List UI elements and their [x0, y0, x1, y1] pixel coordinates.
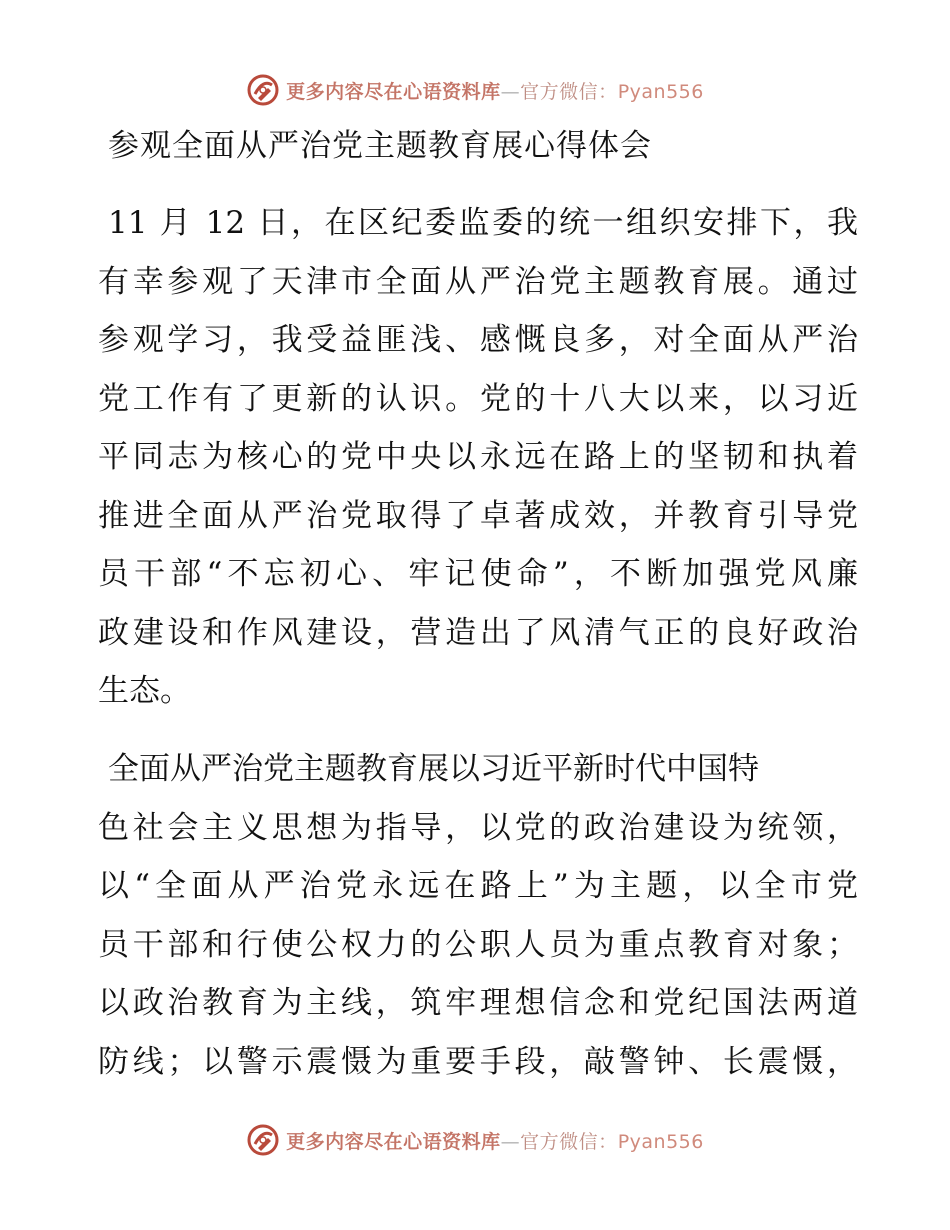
paragraph-line: 生态。: [98, 673, 191, 709]
watermark-sub: 官方微信：: [520, 80, 618, 103]
watermark-id: Pyan556: [617, 1130, 704, 1153]
paragraph-1: [98, 194, 858, 721]
header-watermark: [0, 70, 950, 110]
watermark-text: [286, 77, 704, 104]
paragraph-line: 以“全面从严治党永远在路上”为主题，以全市党: [98, 868, 858, 904]
paragraph-line: 11 月 12 日，在区纪委监委的统一组织安排下，我: [108, 205, 858, 241]
watermark-separator: —: [500, 1130, 521, 1153]
paragraph-line: 政建设和作风建设，营造出了风清气正的良好政治: [98, 614, 858, 651]
document-title: 参观全面从严治党主题教育展心得体会: [108, 128, 652, 164]
watermark-main: 更多内容尽在心语资料库: [286, 80, 501, 103]
paragraph-line: 以政治教育为主线，筑牢理想信念和党纪国法两道: [98, 985, 858, 1021]
brand-logo-icon: [246, 73, 280, 107]
paragraph-line: 有幸参观了天津市全面从严治党主题教育展。通过: [98, 263, 858, 300]
paragraph-line: 参观学习，我受益匪浅、感慨良多，对全面从严治: [98, 322, 858, 358]
paragraph-line: 党工作有了更新的认识。党的十八大以来，以习近: [98, 380, 858, 417]
paragraph-line: 色社会主义思想为指导，以党的政治建设为统领，: [98, 809, 858, 846]
watermark-main: 更多内容尽在心语资料库: [286, 1130, 501, 1153]
watermark-separator: —: [500, 80, 521, 103]
watermark-sub: 官方微信：: [520, 1130, 618, 1153]
paragraph-line: 员干部“不忘初心、牢记使命”，不断加强党风廉: [98, 556, 858, 592]
paragraph-line: 防线；以警示震慑为重要手段，敲警钟、长震慑，: [98, 1043, 858, 1080]
watermark-text: [286, 1127, 704, 1154]
brand-logo-icon: [246, 1123, 280, 1157]
paragraph-2: [98, 740, 858, 1091]
paragraph-line: 平同志为核心的党中央以永远在路上的坚韧和执着: [98, 439, 858, 475]
paragraph-line: 推进全面从严治党取得了卓著成效，并教育引导党: [98, 497, 858, 534]
paragraph-line: 员干部和行使公权力的公职人员为重点教育对象；: [98, 926, 858, 963]
paragraph-line: 全面从严治党主题教育展以习近平新时代中国特: [108, 751, 759, 787]
watermark-id: Pyan556: [617, 80, 704, 103]
footer-watermark: [0, 1120, 950, 1160]
